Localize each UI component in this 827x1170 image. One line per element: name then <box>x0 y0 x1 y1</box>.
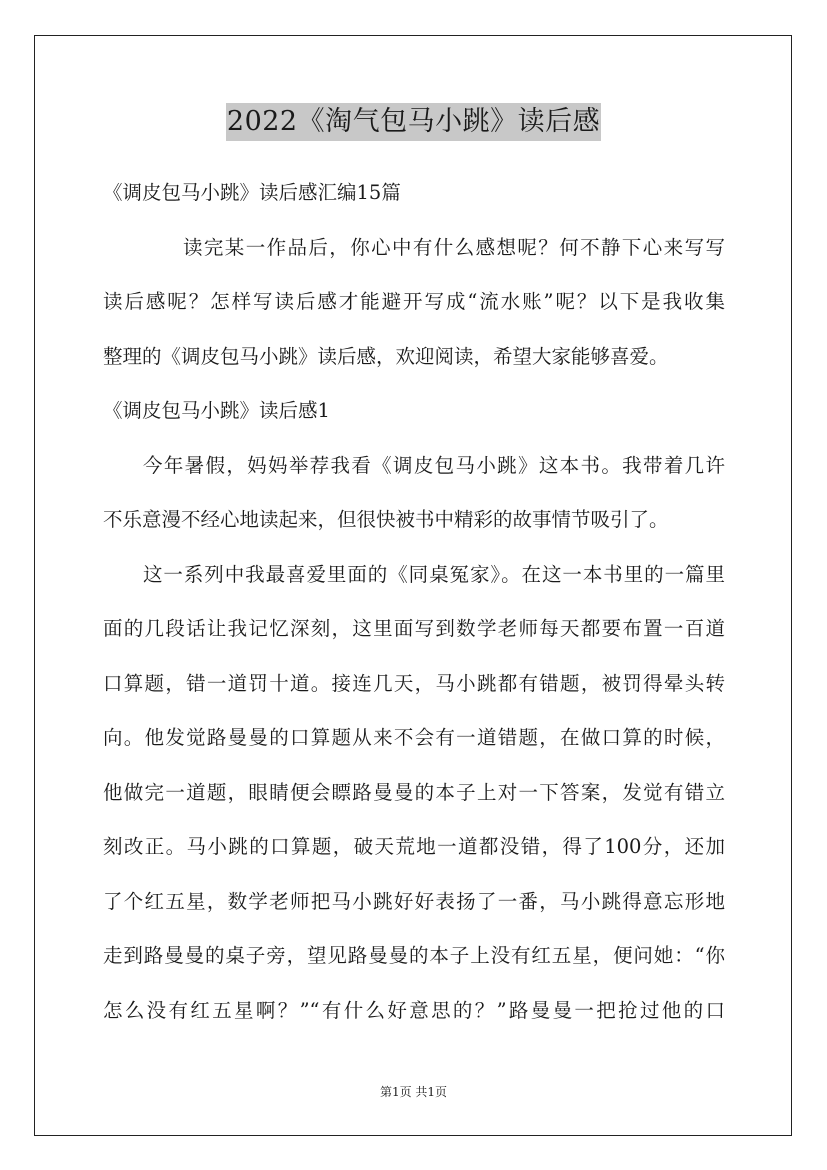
document-title-text: 2022《淘气包马小跳》读后感 <box>226 103 601 141</box>
document-title <box>0 103 827 141</box>
paragraph1-line-2: 不乐意漫不经心地读起来，但很快被书中精彩的故事情节吸引了。 <box>103 508 669 531</box>
paragraph2-line-9: 怎么没有红五星啊？”“有什么好意思的？”路曼曼一把抢过他的口 <box>103 999 725 1022</box>
paragraph2-line-6: 刻改正。马小跳的口算题，破天荒地一道都没错，得了100分，还加 <box>103 835 725 858</box>
page-footer: 第1页 共1页 <box>379 1085 448 1099</box>
intro-line-2: 读后感呢？怎样写读后感才能避开写成“流水账”呢？以下是我收集 <box>103 290 725 313</box>
paragraph2-line-4: 向。他发觉路曼曼的口算题从来不会有一道错题，在做口算的时候， <box>103 726 725 749</box>
intro-line-3: 整理的《调皮包马小跳》读后感，欢迎阅读，希望大家能够喜爱。 <box>103 345 669 368</box>
paragraph2-line-5: 他做完一道题，眼睛便会瞟路曼曼的本子上对一下答案，发觉有错立 <box>103 781 725 804</box>
paragraph2-line-3: 口算题，错一道罚十道。接连几天，马小跳都有错题，被罚得晕头转 <box>103 672 725 695</box>
paragraph2-line-7: 了个红五星，数学老师把马小跳好好表扬了一番，马小跳得意忘形地 <box>103 890 725 913</box>
section-heading: 《调皮包马小跳》读后感1 <box>103 399 330 422</box>
paragraph2-line-2: 面的几段话让我记忆深刻，这里面写到数学老师每天都要布置一百道 <box>103 617 725 640</box>
paragraph2-line-8: 走到路曼曼的桌子旁，望见路曼曼的本子上没有红五星，便问她：“你 <box>103 944 725 967</box>
paragraph1-line-1: 今年暑假，妈妈举荐我看《调皮包马小跳》这本书。我带着几许 <box>143 454 725 477</box>
paragraph2-line-1: 这一系列中我最喜爱里面的《同桌冤家》。在这一本书里的一篇里 <box>143 563 725 586</box>
intro-line-1: 读完某一作品后，你心中有什么感想呢？何不静下心来写写 <box>183 236 725 259</box>
subtitle: 《调皮包马小跳》读后感汇编15篇 <box>103 181 401 204</box>
